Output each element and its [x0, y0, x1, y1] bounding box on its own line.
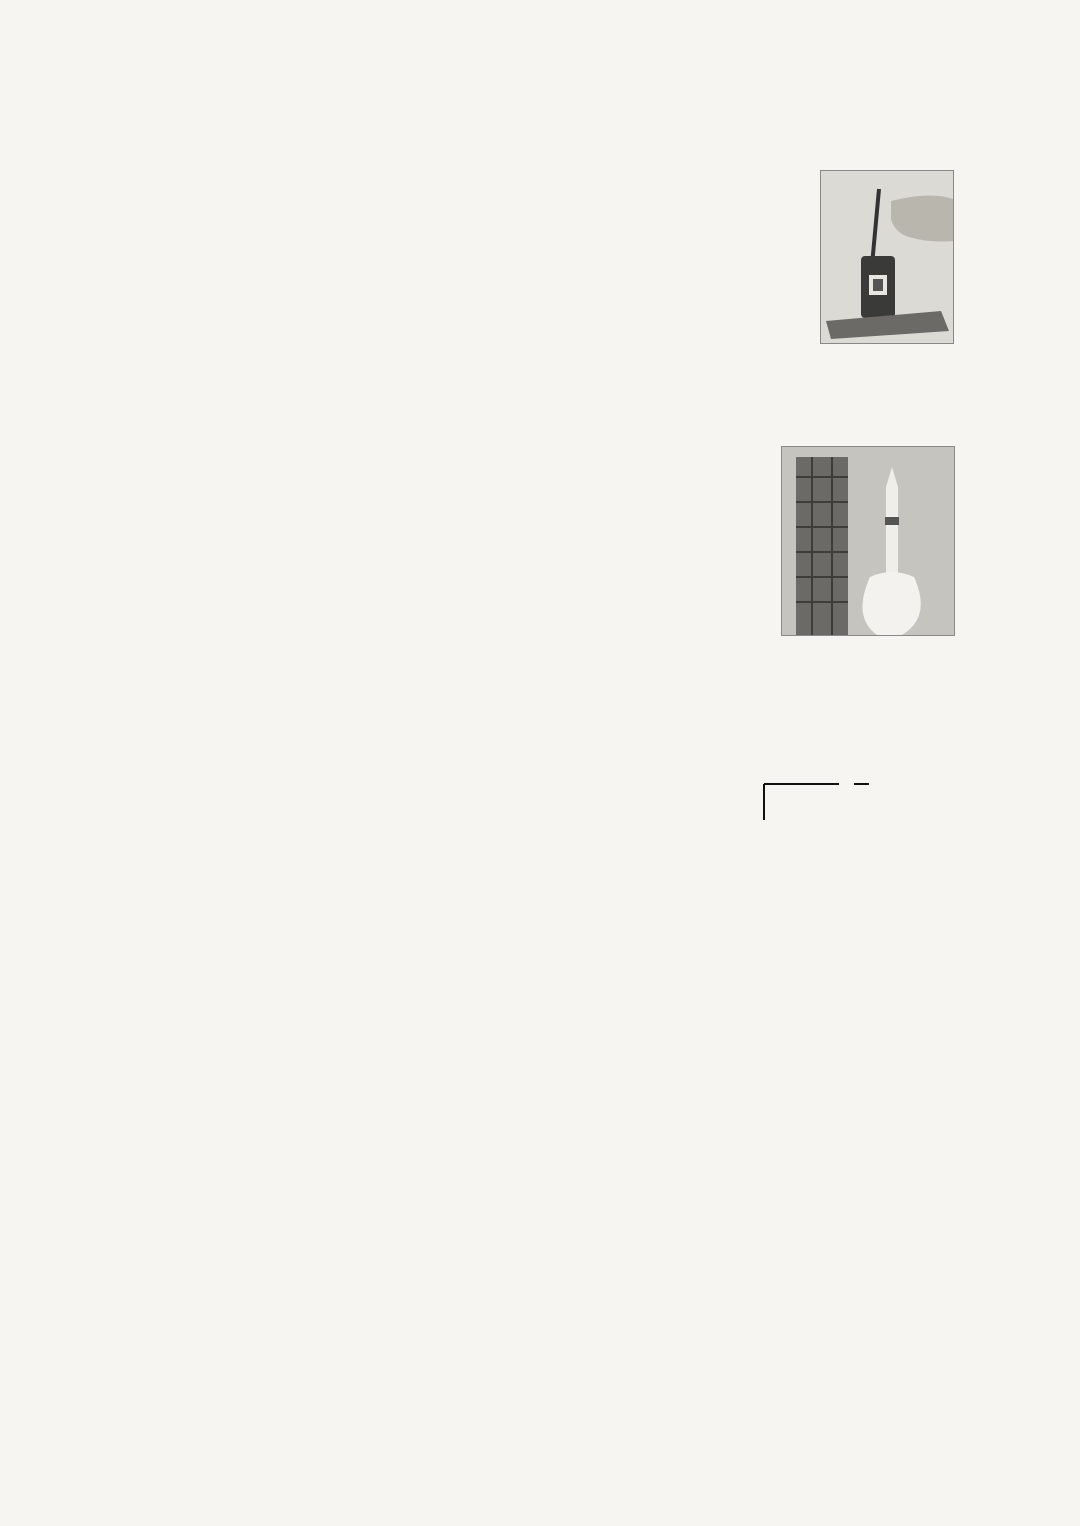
circuit-diagram: [748, 760, 958, 950]
rocket-launch-photo: [781, 446, 955, 636]
frost-can-photo: [820, 170, 954, 344]
